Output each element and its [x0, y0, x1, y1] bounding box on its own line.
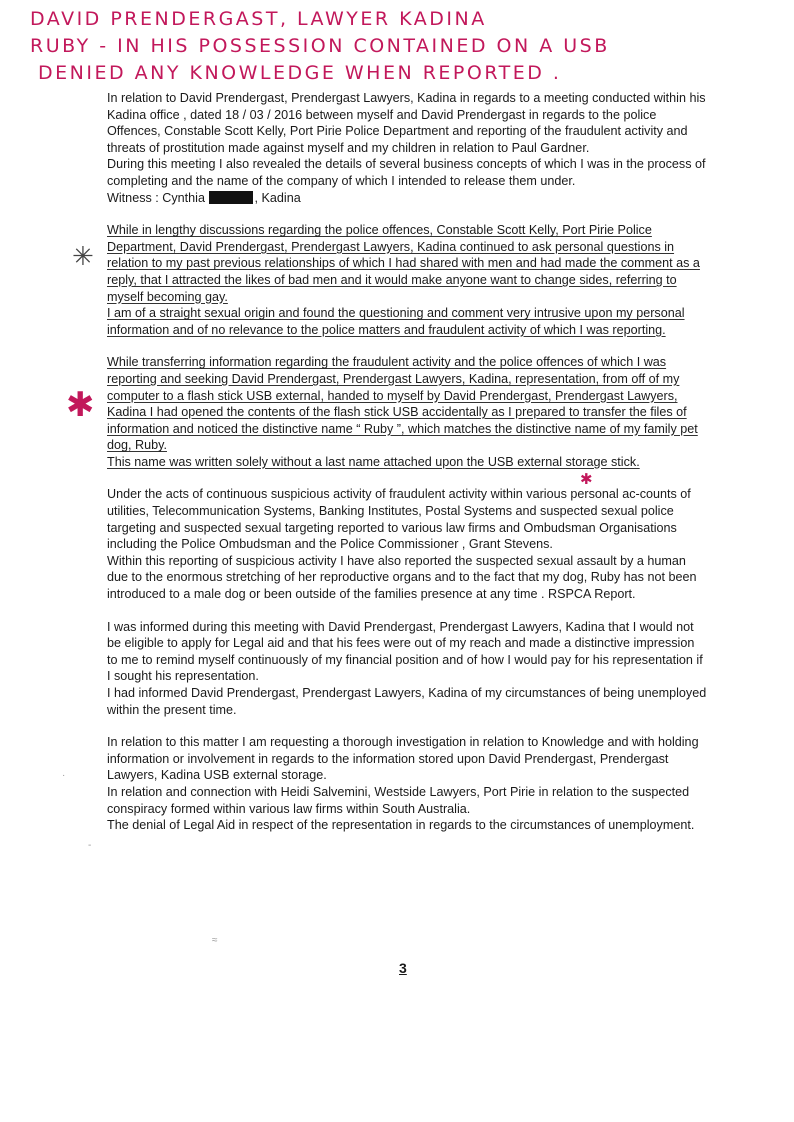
- scan-speck: ≈: [212, 935, 218, 946]
- paragraph: In relation and connection with Heidi Salvemini, Westside Lawyers, Port Pirie in relation to the suspected conspiracy formed within various law firms within South Australia.: [107, 784, 690, 816]
- paragraph: While in lengthy discussions regarding the police offences, Constable Scott Kelly, Port Pirie Police Department, David Prendergast, Prendergast Lawyers, Kadina continued to ask personal questions in relation to my past previous relationships of which I had shared with men and had made the comment as a reply, that I attracted the likes of bad men and it would make anyone want to change sides, referring to myself becoming gay.: [107, 223, 700, 304]
- handwritten-line-3: DENIED ANY KNOWLEDGE WHEN REPORTED .: [38, 62, 562, 84]
- scan-speck: -: [88, 840, 92, 851]
- letter-body: [107, 90, 707, 834]
- paragraph: I am of a straight sexual origin and found the questioning and comment very intrusive upon my personal information and of no relevance to the police matters and fraudulent activity of which I was reporting.: [107, 306, 685, 337]
- witness-label: Witness : Cynthia: [107, 190, 205, 205]
- paragraph: I was informed during this meeting with David Prendergast, Prendergast Lawyers, Kadina that I would not be eligible to apply for Legal aid and that his fees were out of my reach and made a distinctive impression to me to remind myself continuously of my financial position and of how I would pay for his representation if I sought his representation.: [107, 619, 703, 684]
- paragraph: This name was written solely without a last name attached upon the USB external storage stick.: [107, 454, 640, 469]
- handwritten-line-2: RUBY - IN HIS POSSESSION CONTAINED ON A USB: [30, 35, 610, 57]
- paragraph: Offences, Constable Scott Kelly, Port Pirie Police Department and reporting of the fraudulent activity and threats of prostitution made against myself and my children in relation to Paul Gardner.: [107, 124, 688, 155]
- scan-speck: ·: [62, 770, 66, 781]
- redaction-block: [209, 191, 253, 204]
- page-number: 3: [399, 960, 407, 976]
- witness-line: [107, 190, 707, 207]
- paragraph: In relation to David Prendergast, Prendergast Lawyers, Kadina in regards to a meeting conducted within his Kadina office , dated 18 / 03 / 2016 between myself and David Prendergast in regards to the police: [107, 91, 706, 122]
- witness-location: , Kadina: [254, 190, 301, 205]
- paragraph: Under the acts of continuous suspicious activity of fraudulent activity within various personal ac-counts of utilities, Telecommunication Systems, Banking Institutes, Postal Systems and suspected sexual police targeting and suspected sexual targeting reported to various law firms and Ombudsman Organisations including the Police Ombudsman and the Police Commissioner , Grant Stevens.: [107, 487, 691, 552]
- paragraph: While transferring information regarding the fraudulent activity and the police offences of which I was reporting and seeking David Prendergast, Prendergast Lawyers, Kadina, representation, from off of my computer to a flash stick USB external, handed to myself by David Prendergast, Prendergast Lawyers, Kadina I had opened the contents of the flash stick USB accidentally as I prepared to transfer the files of information and noticed the distinctive name “ Ruby ”, which matches the distinctive name of my family pet dog, Ruby.: [107, 355, 698, 453]
- paragraph: In relation to this matter I am requesting a thorough investigation in relation to Knowledge and with holding information or involvement in regards to the information stored upon David Prendergast, Prendergast Lawyers, Kadina USB external storage.: [107, 735, 699, 783]
- paragraph: Within this reporting of suspicious activity I have also reported the suspected sexual assault by a human due to the enormous stretching of her reproductive organs and to the fact that my dog, Ruby has not been introduced to a male dog or been outside of the families presence at any time . RSPCA Report.: [107, 553, 697, 602]
- handwritten-line-1: DAVID PRENDERGAST, LAWYER KADINA: [30, 8, 487, 30]
- paragraph: During this meeting I also revealed the details of several business concepts of which I was in the process of completing and the name of the company of which I intended to release them under.: [107, 157, 706, 188]
- red-asterisk-mark-icon: ✱: [66, 385, 95, 425]
- handwritten-note: [30, 6, 770, 87]
- paragraph: The denial of Legal Aid in respect of the representation in regards to the circumstances of unemployment.: [107, 818, 695, 833]
- red-asterisk-small-icon: ✱: [580, 470, 593, 488]
- asterisk-mark-icon: ✳: [72, 242, 94, 272]
- paragraph: I had informed David Prendergast, Prendergast Lawyers, Kadina of my circumstances of being unemployed within the present time.: [107, 686, 707, 717]
